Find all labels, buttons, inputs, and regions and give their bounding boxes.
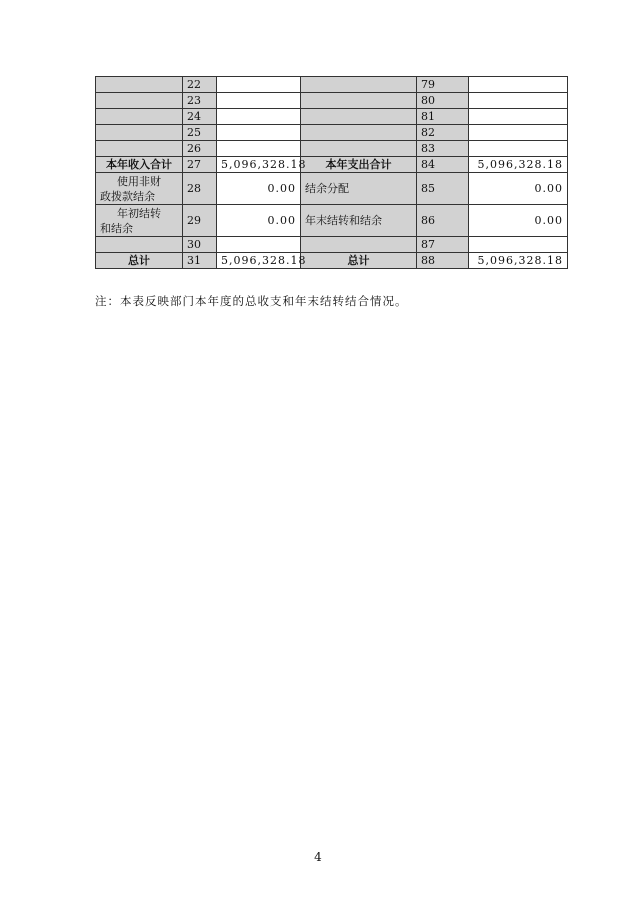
left-line-no: 23 xyxy=(183,93,217,109)
left-amount-cell xyxy=(217,109,301,125)
table-note: 注：本表反映部门本年度的总收支和年末结转结合情况。 xyxy=(95,294,408,308)
line-no-85: 85 xyxy=(417,173,469,205)
left-label-cell xyxy=(96,141,183,157)
non-fiscal-surplus-label-line2: 政拨款结余 xyxy=(100,189,155,203)
right-label-cell xyxy=(301,125,417,141)
right-line-no: 80 xyxy=(417,93,469,109)
grand-total-right-label: 总计 xyxy=(301,253,417,269)
left-amount-cell xyxy=(217,141,301,157)
right-label-cell xyxy=(301,141,417,157)
income-total-label: 本年收入合计 xyxy=(96,157,183,173)
table-row xyxy=(96,141,568,157)
non-fiscal-surplus-label-line1: 使用非财 xyxy=(117,174,161,188)
right-amount-cell xyxy=(469,125,568,141)
left-line-no: 24 xyxy=(183,109,217,125)
income-expense-table xyxy=(95,76,568,269)
closing-balance-label: 年末结转和结余 xyxy=(301,205,417,237)
opening-balance-label xyxy=(96,205,183,237)
right-amount-cell xyxy=(469,109,568,125)
closing-balance-amount: 0.00 xyxy=(469,205,568,237)
left-label-cell xyxy=(96,125,183,141)
right-amount-cell xyxy=(469,93,568,109)
grand-total-left-label: 总计 xyxy=(96,253,183,269)
right-amount-cell xyxy=(469,237,568,253)
grand-total-left-amount: 5,096,328.18 xyxy=(217,253,301,269)
surplus-distribution-label: 结余分配 xyxy=(301,173,417,205)
right-label-cell xyxy=(301,237,417,253)
table-row xyxy=(96,173,568,205)
opening-balance-label-line1: 年初结转 xyxy=(117,206,161,220)
right-amount-cell xyxy=(469,77,568,93)
left-amount-cell xyxy=(217,77,301,93)
table-row xyxy=(96,109,568,125)
annual-total-row xyxy=(96,157,568,173)
line-no-88: 88 xyxy=(417,253,469,269)
left-label-cell xyxy=(96,93,183,109)
grand-total-right-amount: 5,096,328.18 xyxy=(469,253,568,269)
line-no-29: 29 xyxy=(183,205,217,237)
right-line-no: 83 xyxy=(417,141,469,157)
page-number: 4 xyxy=(314,850,322,864)
income-total-amount: 5,096,328.18 xyxy=(217,157,301,173)
left-line-no: 25 xyxy=(183,125,217,141)
right-line-no: 81 xyxy=(417,109,469,125)
left-line-no: 22 xyxy=(183,77,217,93)
non-fiscal-surplus-label xyxy=(96,173,183,205)
table-row xyxy=(96,77,568,93)
line-no-31: 31 xyxy=(183,253,217,269)
right-label-cell xyxy=(301,109,417,125)
non-fiscal-surplus-amount: 0.00 xyxy=(217,173,301,205)
right-amount-cell xyxy=(469,141,568,157)
left-label-cell xyxy=(96,109,183,125)
right-line-no: 82 xyxy=(417,125,469,141)
expense-total-line-no: 84 xyxy=(417,157,469,173)
right-label-cell xyxy=(301,93,417,109)
table-row xyxy=(96,93,568,109)
line-no-87: 87 xyxy=(417,237,469,253)
table-row xyxy=(96,237,568,253)
table-row xyxy=(96,205,568,237)
right-line-no: 79 xyxy=(417,77,469,93)
opening-balance-amount: 0.00 xyxy=(217,205,301,237)
left-label-cell xyxy=(96,237,183,253)
line-no-30: 30 xyxy=(183,237,217,253)
left-amount-cell xyxy=(217,125,301,141)
opening-balance-label-line2: 和结余 xyxy=(100,221,133,235)
line-no-86: 86 xyxy=(417,205,469,237)
right-label-cell xyxy=(301,77,417,93)
expense-total-label: 本年支出合计 xyxy=(301,157,417,173)
surplus-distribution-amount: 0.00 xyxy=(469,173,568,205)
income-total-line-no: 27 xyxy=(183,157,217,173)
table-row xyxy=(96,125,568,141)
left-line-no: 26 xyxy=(183,141,217,157)
line-no-28: 28 xyxy=(183,173,217,205)
left-amount-cell xyxy=(217,237,301,253)
left-label-cell xyxy=(96,77,183,93)
grand-total-row xyxy=(96,253,568,269)
left-amount-cell xyxy=(217,93,301,109)
expense-total-amount: 5,096,328.18 xyxy=(469,157,568,173)
